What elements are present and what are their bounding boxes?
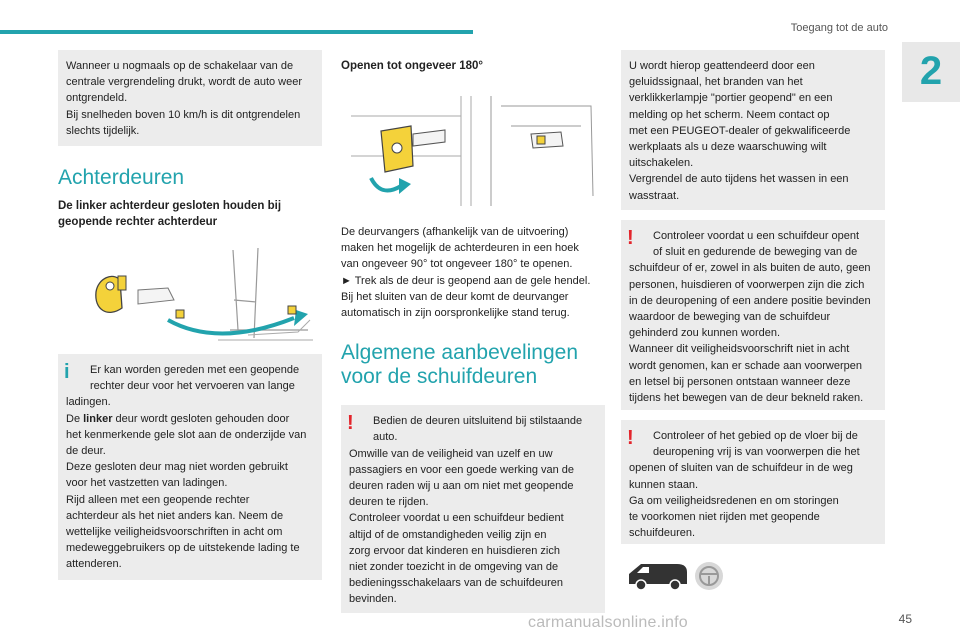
section-title-achterdeuren: Achterdeuren xyxy=(58,166,185,189)
vehicle-version-icons xyxy=(625,558,745,594)
page-number: 45 xyxy=(898,612,912,626)
yellow-lock-icon xyxy=(96,276,126,312)
steering-wheel-icon xyxy=(695,562,723,590)
column-3 xyxy=(621,50,885,594)
header-accent-bar xyxy=(0,30,473,34)
note-box-door-warning xyxy=(621,50,885,210)
note-box xyxy=(58,50,322,146)
warning-icon: ! xyxy=(347,412,354,435)
warning-text-1: Bedien de deuren uitsluitend bij stilstaande auto. Omwille van de veiligheid van uzelf en uw passagiers en voor een goede werking van de deuren raden wij u aan om niet met geopende deuren te rijden. Controleer voordat u een schuifdeur bedient altijd of de omstandigheden veilig zijn en zorg ervoor dat kinderen en huisdieren zich niet zonder toezicht in de omgeving van de bedieningsschakelaars van de schuifdeuren bevinden. xyxy=(349,415,583,606)
warning-icon: ! xyxy=(627,227,634,249)
info-icon: i xyxy=(64,361,70,383)
warning-icon: ! xyxy=(627,427,634,449)
rear-door-lock-illustration xyxy=(58,240,322,348)
column-2 xyxy=(341,50,605,613)
door-stop-text: De deurvangers (afhankelijk van de uitvoering) maken het mogelijk de achterdeuren in een hoek van ongeveer 90° tot ongeveer 180° te openen. ► Trek als de deur is geopend aan de gele hendel. Bij het sluiten van de deur komt de deurvanger automatisch in zijn oorspronkelijke stand terug. xyxy=(341,226,591,320)
chapter-tab xyxy=(902,42,960,102)
warning-box-1 xyxy=(341,405,605,613)
column-1 xyxy=(58,50,322,580)
warning-box-2 xyxy=(621,220,885,410)
note-text-door-warning: U wordt hierop geattendeerd door een geluidssignaal, het branden van het verklikkerlampje "portier geopend" en een melding op het scherm. Neem contact op met een PEUGEOT-dealer of gekwalificeerde werkplaats als u deze waarschuwing wilt uitschakelen. Vergrendel de auto tijdens het wassen in een wasstraat. xyxy=(629,60,851,202)
section-title-schuifdeuren: Algemene aanbevelingen voor de schuifdeuren xyxy=(341,341,579,389)
subsection-title-linker-achterdeur: De linker achterdeur gesloten houden bij geopende rechter achterdeur xyxy=(58,200,282,228)
info-text: Er kan worden gereden met een geopende rechter deur voor het vervoeren van lange ladingen. De linker deur wordt gesloten gehouden door het kenmerkende gele slot aan de onderzijde van de deur. Deze gesloten deur mag niet worden gebruikt voor het vastzetten van ladingen. Rijd alleen met een geopende rechter achterdeur als het niet anders kan. Neem de wettelijke veiligheidsvoorschriften in acht om medeweggebruikers op de uitstekende lading te attenderen. xyxy=(66,364,307,571)
door-stop-illustration xyxy=(341,86,605,210)
info-box xyxy=(58,354,322,580)
page-header-title: Toegang tot de auto xyxy=(790,22,888,34)
watermark: carmanualsonline.info xyxy=(528,614,688,631)
note-text: Wanneer u nogmaals op de schakelaar van de centrale vergrendeling drukt, wordt de auto weer ontgrendeld. Bij snelheden boven 10 km/h is dit ontgrendelen slechts tijdelijk. xyxy=(66,60,303,137)
chapter-number: 2 xyxy=(919,49,943,93)
warning-text-3: Controleer of het gebied op de vloer bij de deuropening vrij is van voorwerpen die het openen of sluiten van de schuifdeur in de weg kunnen staan. Ga om veiligheidsredenen en om storingen te voorkomen niet rijden met geopende schuifdeuren. xyxy=(629,430,860,540)
warning-text-2: Controleer voordat u een schuifdeur opent of sluit en gedurende de beweging van de schuifdeur of er, zowel in als buiten de auto, geen personen, huisdieren of voorwerpen zijn die zich in de deuropening of een andere positie bevinden waardoor de beweging van de schuifdeur gehinderd zou kunnen worden. Wanneer dit veiligheidsvoorschrift niet in acht wordt genomen, kan er schade aan voorwerpen en letsel bij personen ontstaan wanneer deze tijdens het bewegen van de deur bekneld raken. xyxy=(629,230,871,405)
subsection-title-openen: Openen tot ongeveer 180° xyxy=(341,60,483,72)
warning-box-3 xyxy=(621,420,885,544)
van-icon xyxy=(629,564,687,590)
